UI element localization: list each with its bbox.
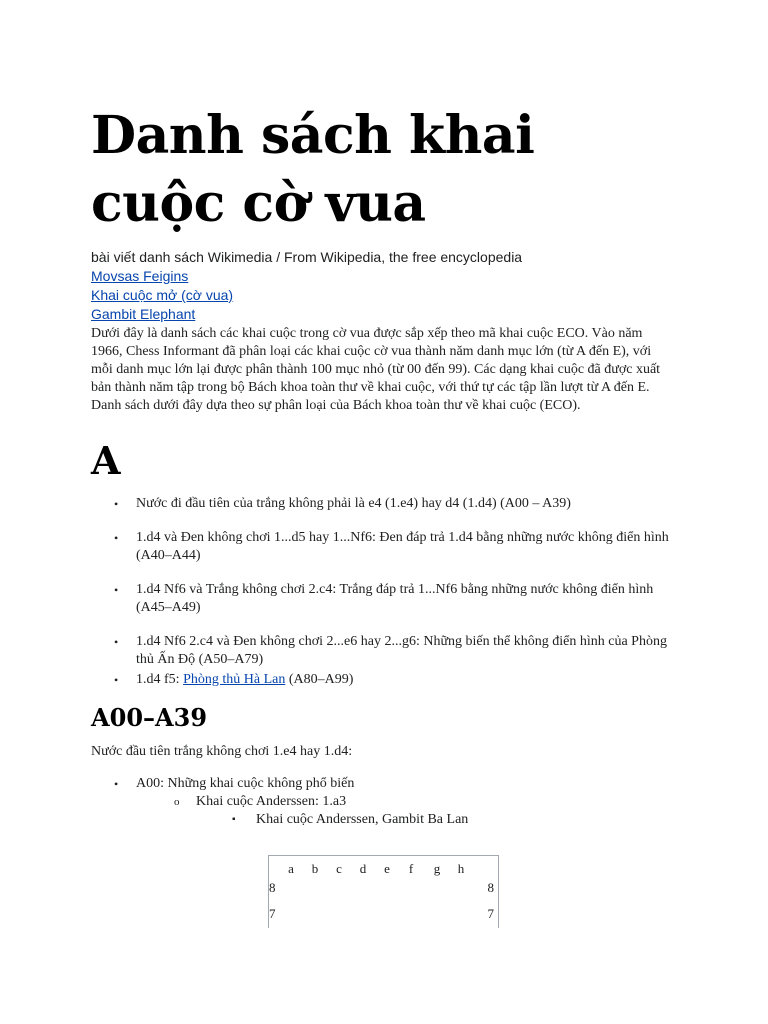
chess-board <box>268 855 499 928</box>
link-gambit-elephant[interactable]: Gambit Elephant <box>91 306 196 322</box>
sub-list <box>136 793 671 829</box>
list-item-dutch <box>136 671 671 689</box>
board-file-label: b <box>311 861 319 876</box>
board-file-label: c <box>336 861 342 876</box>
board-files <box>269 861 498 877</box>
section-a-list <box>91 495 671 689</box>
list-item: • 1.d4 Nf6 và Trắng không chơi 2.c4: Trắng đáp trả 1...Nf6 bằng những nước không điển hình (A45–A49) <box>136 581 671 617</box>
sub-sub-list-item: ▪ Khai cuộc Anderssen, Gambit Ba Lan <box>256 811 671 829</box>
board-rank-label: 7 <box>269 906 276 921</box>
list-item-prefix: 1.d4 f5: <box>136 672 184 687</box>
board-file-label: e <box>384 861 390 876</box>
list-item: • 1.d4 Nf6 2.c4 và Đen không chơi 2...e6 hay 2...g6: Những biến thể không điển hình của Phòng thủ Ấn Độ (A50–A79) <box>136 633 671 669</box>
section-a-heading: A <box>91 438 121 483</box>
intro-paragraph: Dưới đây là danh sách các khai cuộc trong cờ vua được sắp xếp theo mã khai cuộc ECO. Vào năm 1966, Chess Informant đã phân loại các khai cuộc cờ vua thành năm danh mục lớn (từ A đến E), với mỗi danh mục lớn lại được phân thành 100 mục nhỏ (từ 00 đến 99). Các dạng khai cuộc đã được xuất bản thành năm tập trong bộ Bách khoa toàn thư về khai cuộc, với thứ tự các tập lần lượt từ A đến E. Danh sách dưới đây dựa theo sự phân loại của Bách khoa toàn thư về khai cuộc (ECO). <box>91 326 661 413</box>
section-a00-intro: Nước đầu tiên trắng không chơi 1.e4 hay 1.d4: <box>91 744 353 759</box>
sub-list-item <box>196 793 671 829</box>
link-movsas-feigins[interactable]: Movsas Feigins <box>91 268 189 284</box>
page-title: Danh sách khai cuộc cờ vua <box>91 105 535 234</box>
list-item-label: A00: Những khai cuộc không phổ biến <box>136 776 355 791</box>
link-phong-thu-ha-lan[interactable]: Phòng thủ Hà Lan <box>183 672 286 687</box>
list-item <box>136 775 671 829</box>
board-file-label: f <box>408 861 414 876</box>
board-file-label: h <box>457 861 465 876</box>
link-khai-cuoc-mo[interactable]: Khai cuộc mở (cờ vua) <box>91 287 234 303</box>
article-subtitle: bài viết danh sách Wikimedia / From Wikipedia, the free encyclopedia <box>91 249 523 265</box>
board-file-label: g <box>433 861 441 876</box>
section-a00-list <box>91 775 671 829</box>
list-item-suffix: (A80–A99) <box>285 672 354 687</box>
board-file-label: a <box>288 861 294 876</box>
article <box>91 0 671 831</box>
board-file-label: d <box>359 861 367 876</box>
list-item: • Nước đi đầu tiên của trắng không phải là e4 (1.e4) hay d4 (1.d4) (A00 – A39) <box>136 495 671 513</box>
list-item: • 1.d4 và Đen không chơi 1...d5 hay 1...Nf6: Đen đáp trả 1.d4 bằng những nước không điển hình (A40–A44) <box>136 529 671 565</box>
section-a00-heading: A00–A39 <box>91 703 208 732</box>
sub-list-item-label: Khai cuộc Anderssen: 1.a3 <box>196 794 347 809</box>
board-rank-label: 7 <box>487 906 494 921</box>
sub-sub-list <box>196 811 671 829</box>
board-rank-label: 8 <box>269 880 276 895</box>
board-rank-label: 8 <box>487 880 494 895</box>
